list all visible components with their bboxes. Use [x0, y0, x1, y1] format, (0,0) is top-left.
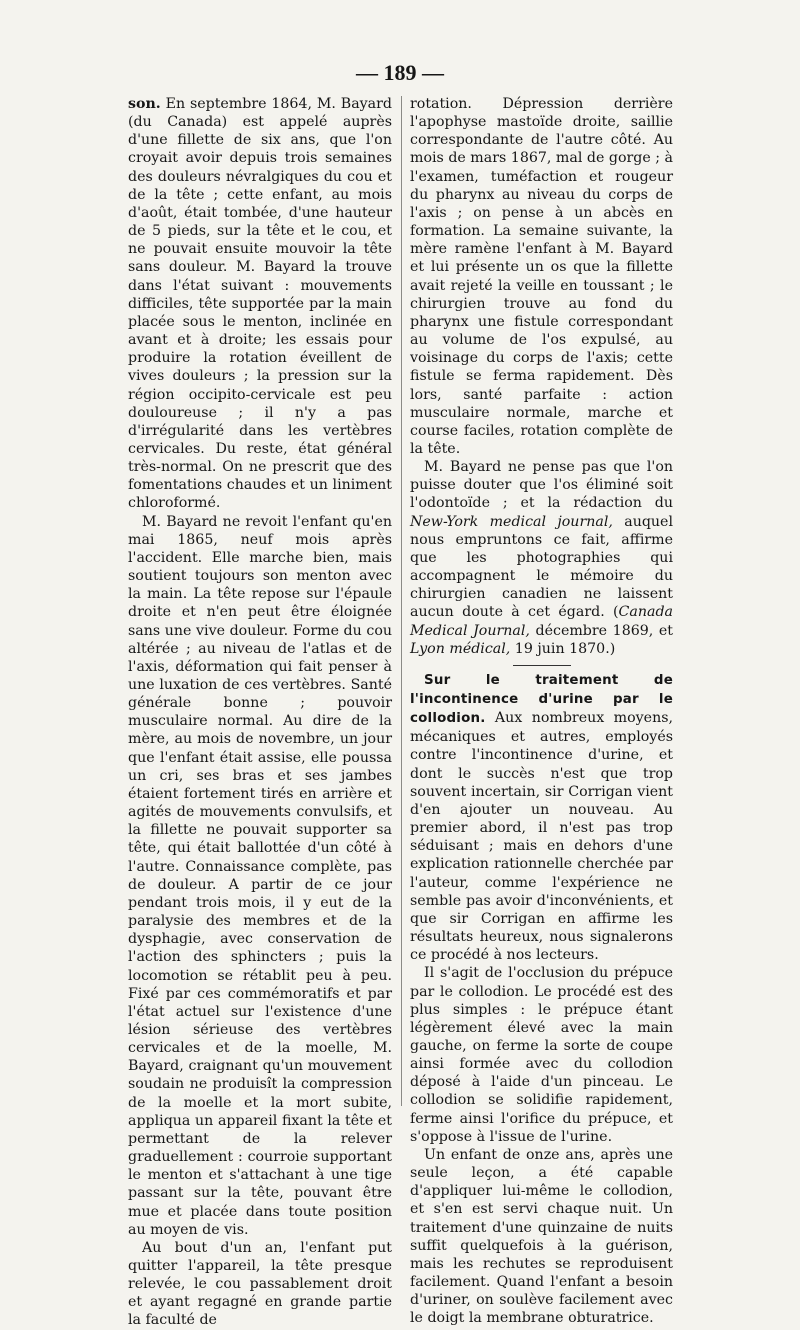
paragraph-lead: son.	[128, 96, 161, 112]
left-paragraph-3: Au bout d'un an, l'enfant put quitter l'appareil, la tête presque relevée, le cou passablement droit et ayant regagné en grande partie la faculté de	[128, 1239, 392, 1329]
left-column	[128, 95, 392, 1330]
paragraph-text: 19 juin 1870.)	[510, 640, 616, 657]
section-separator	[513, 665, 571, 666]
paragraph-text: Aux nombreux moyens, mécaniques et autres, employés contre l'incontinence d'urine, et dont le succès n'est que trop souvent incertain, sir Corrigan vient d'en ajouter un nouveau. Au premier abord, il n'est pas trop séduisant ; mais en dehors d'une explication rationnelle cherchée par l'auteur, comme l'expérience ne semble pas avoir d'inconvénients, et que sir Corrigan en affirme les résultats heureux, nous signalerons ce procédé à nos lecteurs.	[410, 710, 673, 964]
paragraph-text: décembre 1869, et	[529, 622, 673, 639]
journal-name: New-York medical journal,	[410, 513, 613, 530]
right-paragraph-2	[410, 458, 673, 658]
paragraph-text: En septembre 1864, M. Bayard (du Canada) est appelé auprès d'une fillette de six ans, que l'on croyait avoir depuis trois semaines des douleurs névralgiques du cou et de la tête ; cette enfant, au mois d'août, était tombée, d'une hauteur de 5 pieds, sur la tête et le cou, et ne pouvait ensuite mouvoir la tête sans douleur. M. Bayard la trouve dans l'état suivant : mouvements difficiles, tête supportée par la main placée sous le menton, inclinée en avant et à droite; les essais pour produire la rotation éveillent de vives douleurs ; la pression sur la région occipito-cervicale est peu douloureuse ; il n'y a pas d'irrégularité dans les vertèbres cervicales. Du reste, état général très-normal. On ne prescrit que des fomentations chaudes et un liniment chloroformé.	[128, 96, 392, 512]
source-citation: Lyon médical,	[410, 640, 511, 657]
right-column	[410, 95, 673, 1327]
right-paragraph-4: Il s'agit de l'occlusion du prépuce par le collodion. Le procédé est des plus simples : le prépuce étant légèrement élevé avec la main gauche, on ferme la sorte de coupe ainsi formée avec du collodion déposé à l'aide d'un pinceau. Le collodion se solidifie rapidement, ferme ainsi l'orifice du prépuce, et s'oppose à l'issue de l'urine.	[410, 965, 673, 1145]
column-divider	[401, 96, 402, 1106]
right-paragraph-5: Un enfant de onze ans, après une seule leçon, a été capable d'appliquer lui-même le collodion, et s'en est servi chaque nuit. Un traitement d'une quinzaine de nuits suffit quelquefois à la guérison, mais les rechutes se reproduisent facilement. Quand l'enfant a besoin d'uriner, on soulève facilement avec le doigt la membrane obturatrice.	[410, 1146, 673, 1327]
right-paragraph-3	[410, 671, 673, 965]
left-paragraph-1	[128, 95, 392, 513]
left-paragraph-2: M. Bayard ne revoit l'enfant qu'en mai 1865, neuf mois après l'accident. Elle marche bien, mais soutient toujours son menton avec la main. La tête repose sur l'épaule droite et n'en peut être éloignée sans une vive douleur. Forme du cou altérée ; au niveau de l'atlas et de l'axis, déformation qui fait penser à une luxation de ces vertèbres. Santé générale bonne ; pouvoir musculaire normal. Au dire de la mère, au mois de novembre, un jour que l'enfant était assise, elle poussa un cri, ses bras et ses jambes étaient fortement tirés en arrière et agités de mouvements convulsifs, et la fillette ne pouvait supporter sa tête, qui était ballottée d'un côté à l'autre. Connaissance complète, pas de douleur. A partir de ce jour pendant trois mois, il y eut de la paralysie des membres et de la dysphagie, avec conservation de l'action des sphincters ; puis la locomotion se rétablit peu à peu. Fixé par ces commémoratifs et par l'état actuel sur l'existence d'une lésion sérieuse des vertèbres cervicales et de la moelle, M. Bayard, craignant qu'un mouvement soudain ne produisît la compression de la moelle et la mort subite, appliqua un appareil fixant la tête et permettant de la relever graduellement : courroie supportant le menton et s'attachant à une tige passant sur la tête, pouvant être mue et placée dans toute position au moyen de vis.	[128, 513, 392, 1238]
paragraph-text: auquel nous empruntons ce fait, affirme que les photographies qui accompagnent le mémoire du chirurgien canadien ne laissent aucun doute à cet égard. (	[410, 513, 673, 621]
section-title: Sur le traitement de l'incontinence d'urine par le collodion.	[410, 672, 673, 727]
right-paragraph-1: rotation. Dépression derrière l'apophyse mastoïde droite, saillie correspondante de l'autre côté. Au mois de mars 1867, mal de gorge ; à l'examen, tuméfaction et rougeur du pharynx au niveau du corps de l'axis ; on pense à un abcès en formation. La semaine suivante, la mère ramène l'enfant à M. Bayard et lui présente un os que la fillette avait rejeté la veille en toussant ; le chirurgien trouve au fond du pharynx une fistule correspondant au volume de l'os expulsé, au voisinage du corps de l'axis; cette fistule se ferma rapidement. Dès lors, santé parfaite : action musculaire normale, marche et course faciles, rotation complète de la tête.	[410, 96, 674, 457]
source-citation: Canada Medical Journal,	[410, 604, 673, 639]
page-number: — 189 —	[356, 60, 444, 85]
paragraph-text: M. Bayard ne pense pas que l'on puisse douter que l'os éliminé soit l'odontoïde ; et la rédaction du	[410, 459, 673, 512]
